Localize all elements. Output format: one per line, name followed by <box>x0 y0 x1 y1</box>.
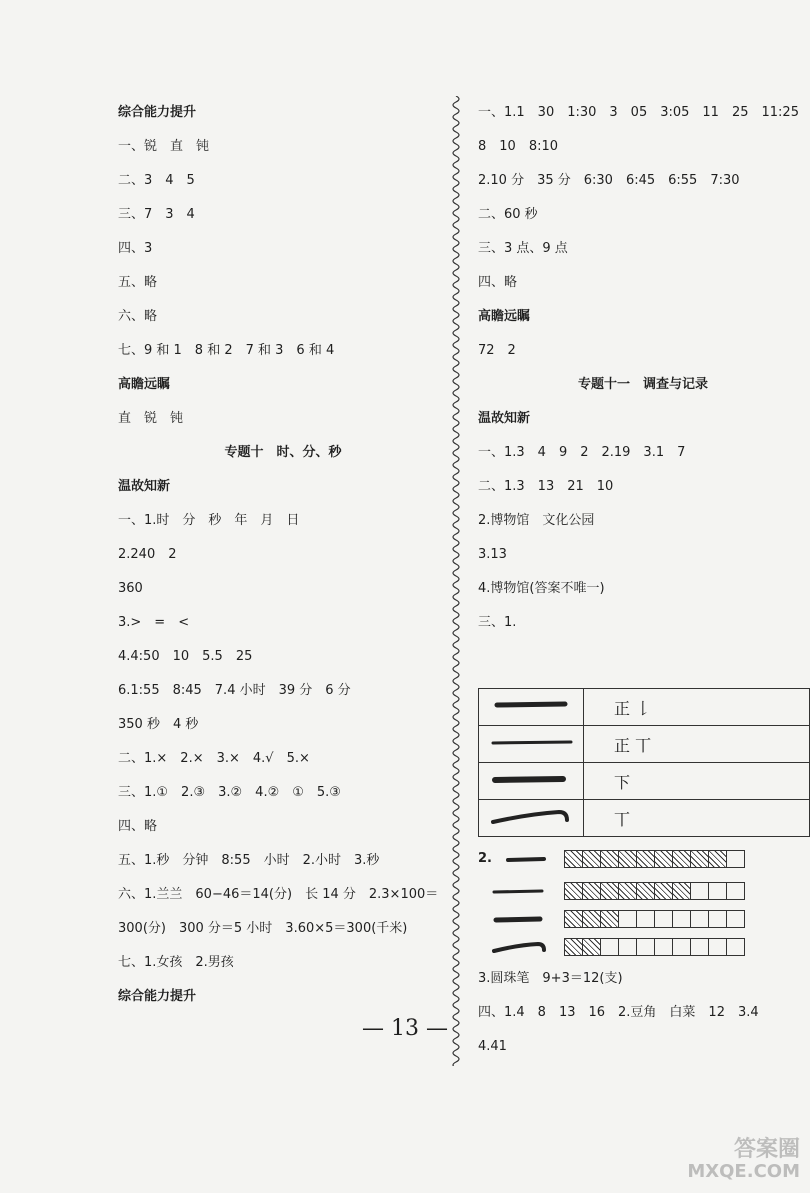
bar-cell-filled <box>601 850 619 868</box>
answer-line: 七、1.女孩 2.男孩 <box>118 955 234 970</box>
answer-line: 3.13 <box>478 547 507 562</box>
tally-row <box>479 763 810 800</box>
pen-type-icon <box>482 908 558 930</box>
question-number: 2. <box>478 851 492 866</box>
pen-type-icon <box>482 848 558 870</box>
bar-cell-empty <box>691 910 709 928</box>
tally-mark: 正 𠄌 <box>584 689 810 726</box>
answer-line: 三、1.① 2.③ 3.② 4.② ① 5.③ <box>118 785 341 800</box>
answer-line: 六、略 <box>118 309 158 324</box>
bar-cell-empty <box>709 910 727 928</box>
tally-row <box>479 726 810 763</box>
answer-line: 一、1.3 4 9 2 2.19 3.1 7 <box>478 445 686 460</box>
answer-line: 350 秒 4 秒 <box>118 717 199 732</box>
section-heading: 温故知新 <box>118 479 171 494</box>
bar-cell-filled <box>619 850 637 868</box>
answer-line: 三、1. <box>478 615 517 630</box>
bar-row <box>478 880 768 902</box>
bar-cell-empty <box>727 910 745 928</box>
answer-line: 4.41 <box>478 1039 507 1054</box>
bar-cell-empty <box>727 882 745 900</box>
bar-cell-filled <box>583 910 601 928</box>
bar-cell-empty <box>673 910 691 928</box>
tally-table <box>478 688 810 837</box>
marker-icon <box>479 763 584 800</box>
bar-cell-empty <box>727 938 745 956</box>
bar-cell-filled <box>601 882 619 900</box>
bar-cell-filled <box>709 850 727 868</box>
bar-cell-filled <box>673 882 691 900</box>
left-column <box>118 96 448 1014</box>
bar-row <box>478 848 768 870</box>
bar-row <box>478 908 768 930</box>
bar-cell-empty <box>655 938 673 956</box>
right-column-bottom <box>478 962 808 1064</box>
answer-line: 3.圆珠笔 9+3＝12(支) <box>478 971 623 986</box>
answer-line: 4.博物馆(答案不唯一) <box>478 581 605 596</box>
bar-grid <box>564 938 745 956</box>
watermark-main: 答案圈 <box>733 1137 800 1162</box>
bar-grid <box>564 850 745 868</box>
pencil-icon <box>479 689 584 726</box>
watermark-logo <box>687 1139 800 1183</box>
answer-line: 三、7 3 4 <box>118 207 195 222</box>
answer-line: 四、略 <box>118 819 158 834</box>
tally-row <box>479 800 810 837</box>
answer-line: 二、1.3 13 21 10 <box>478 479 614 494</box>
right-column <box>478 96 808 640</box>
answer-line: 二、1.× 2.× 3.× 4.√ 5.× <box>118 751 310 766</box>
answer-line: 五、略 <box>118 275 158 290</box>
section-heading: 温故知新 <box>478 411 531 426</box>
page-number: — 13 — <box>362 1016 448 1041</box>
bar-cell-empty <box>691 938 709 956</box>
bar-cell-filled <box>601 910 619 928</box>
bar-cell-empty <box>601 938 619 956</box>
bar-cell-filled <box>565 850 583 868</box>
bar-cell-filled <box>565 938 583 956</box>
bar-cell-empty <box>619 938 637 956</box>
bar-cell-filled <box>691 850 709 868</box>
answer-line: 二、60 秒 <box>478 207 538 222</box>
answer-line: 一、锐 直 钝 <box>118 139 210 154</box>
tally-mark: 丅 <box>584 800 810 837</box>
bar-cell-filled <box>619 882 637 900</box>
answer-line: 6.1:55 8:45 7.4 小时 39 分 6 分 <box>118 683 351 698</box>
bar-cell-empty <box>619 910 637 928</box>
answer-line: 4.4:50 10 5.5 25 <box>118 649 253 664</box>
bar-cell-empty <box>709 938 727 956</box>
bar-cell-filled <box>637 850 655 868</box>
bar-cell-empty <box>727 850 745 868</box>
tally-mark: 正 丅 <box>584 726 810 763</box>
bar-cell-filled <box>565 882 583 900</box>
answer-line: 五、1.秒 分钟 8:55 小时 2.小时 3.秒 <box>118 853 380 868</box>
tally-row <box>479 689 810 726</box>
bar-row <box>478 936 768 958</box>
chapter-title: 专题十一 调查与记录 <box>577 377 708 392</box>
pen-icon <box>479 726 584 763</box>
bar-cell-filled <box>583 882 601 900</box>
wavy-divider <box>449 96 463 1066</box>
bar-cell-filled <box>565 910 583 928</box>
bar-cell-filled <box>673 850 691 868</box>
brush-icon <box>479 800 584 837</box>
answer-line: 四、3 <box>118 241 153 256</box>
section-heading: 高瞻远瞩 <box>118 377 171 392</box>
bar-cell-filled <box>655 882 673 900</box>
section-heading: 综合能力提升 <box>118 105 197 120</box>
bar-cell-empty <box>655 910 673 928</box>
chapter-title: 专题十 时、分、秒 <box>224 445 342 460</box>
answer-line: 直 锐 钝 <box>118 411 184 426</box>
answer-line: 二、3 4 5 <box>118 173 195 188</box>
pen-type-icon <box>482 936 558 958</box>
section-heading: 高瞻远瞩 <box>478 309 531 324</box>
answer-line: 四、略 <box>478 275 518 290</box>
answer-line: 8 10 8:10 <box>478 139 559 154</box>
answer-line: 360 <box>118 581 143 596</box>
bar-cell-empty <box>637 938 655 956</box>
bar-cell-empty <box>709 882 727 900</box>
answer-line: 2.博物馆 文化公园 <box>478 513 595 528</box>
bar-cell-empty <box>673 938 691 956</box>
answer-line: 六、1.兰兰 60−46＝14(分) 长 14 分 2.3×100＝ <box>118 887 439 902</box>
bar-cell-filled <box>637 882 655 900</box>
answer-line: 3.> = < <box>118 615 190 630</box>
bar-grid <box>564 910 745 928</box>
bar-cell-empty <box>637 910 655 928</box>
answer-line: 七、9 和 1 8 和 2 7 和 3 6 和 4 <box>118 343 335 358</box>
answer-line: 2.240 2 <box>118 547 177 562</box>
bar-cell-filled <box>583 850 601 868</box>
answer-line: 2.10 分 35 分 6:30 6:45 6:55 7:30 <box>478 173 740 188</box>
watermark-sub: MXQE.COM <box>687 1161 800 1182</box>
bar-cell-filled <box>655 850 673 868</box>
section-heading: 综合能力提升 <box>118 989 197 1004</box>
answer-line: 四、1.4 8 13 16 2.豆角 白菜 12 3.4 <box>478 1005 759 1020</box>
bar-cell-filled <box>583 938 601 956</box>
answer-line: 一、1.时 分 秒 年 月 日 <box>118 513 300 528</box>
tally-mark: 下 <box>584 763 810 800</box>
pen-type-icon <box>482 880 558 902</box>
answer-line: 一、1.1 30 1:30 3 05 3:05 11 25 11:25 <box>478 105 799 120</box>
answer-line: 300(分) 300 分＝5 小时 3.60×5＝300(千米) <box>118 921 408 936</box>
answer-line: 三、3 点、9 点 <box>478 241 568 256</box>
bar-grid <box>564 882 745 900</box>
answer-line: 72 2 <box>478 343 516 358</box>
bar-cell-empty <box>691 882 709 900</box>
